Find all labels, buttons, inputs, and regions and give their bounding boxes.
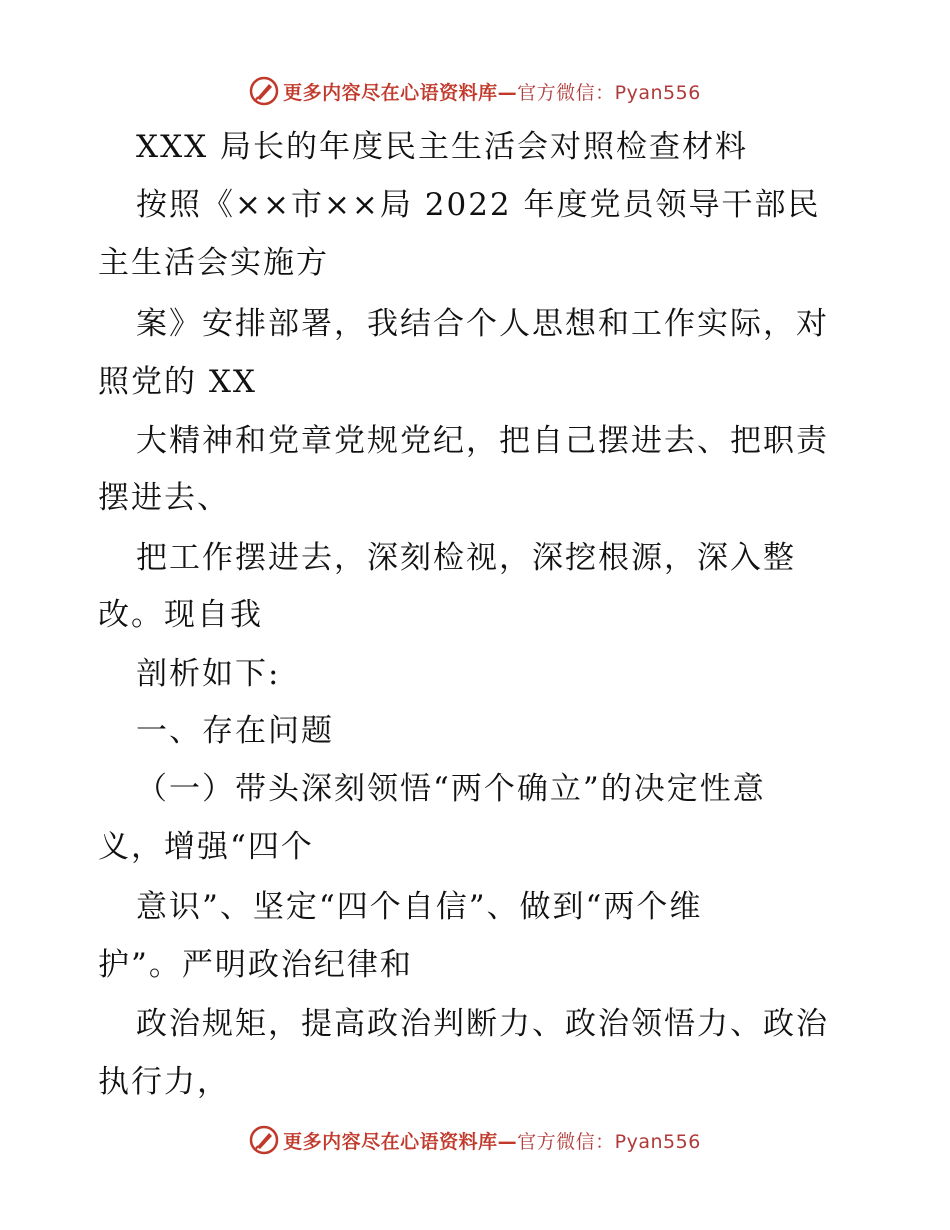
section-heading: 一、存在问题: [136, 713, 334, 749]
paragraph-line: 护”。严明政治纪律和: [98, 947, 413, 983]
banner-wechat: 官方微信：Pyan556: [517, 81, 701, 104]
banner-text: 更多内容尽在心语资料库—: [283, 81, 518, 104]
subsection-heading: （一）带头深刻领悟“两个确立”的决定性意: [136, 771, 766, 807]
paragraph-line: 政治规矩，提高政治判断力、政治领悟力、政治: [136, 1006, 829, 1042]
quill-pen-icon: [249, 1125, 279, 1155]
paragraph-line: 义，增强“四个: [98, 829, 314, 865]
paragraph-line: 大精神和党章党规党纪，把自己摆进去、把职责: [136, 423, 829, 459]
paragraph-line: 执行力，: [98, 1064, 230, 1100]
paragraph-line: 按照《××市××局 2022 年度党员领导干部民: [136, 187, 821, 223]
paragraph-line: 剖析如下:: [136, 656, 281, 692]
banner-wechat: 官方微信：Pyan556: [517, 1130, 701, 1153]
paragraph-line: 案》安排部署，我结合个人思想和工作实际，对: [136, 306, 829, 342]
header-banner: [0, 71, 950, 111]
paragraph-line: 意识”、坚定“四个自信”、做到“两个维: [136, 889, 703, 925]
paragraph-line: 摆进去、: [98, 480, 230, 516]
banner-text: 更多内容尽在心语资料库—: [283, 1130, 518, 1153]
quill-pen-icon: [249, 76, 279, 106]
footer-banner: [0, 1120, 950, 1160]
paragraph-line: 把工作摆进去，深刻检视，深挖根源，深入整: [136, 540, 796, 576]
paragraph-line: 照党的 XX: [98, 364, 257, 400]
paragraph-line: 改。现自我: [98, 597, 263, 633]
paragraph-line: 主生活会实施方: [98, 245, 329, 281]
document-title: XXX 局长的年度民主生活会对照检查材料: [136, 129, 749, 165]
